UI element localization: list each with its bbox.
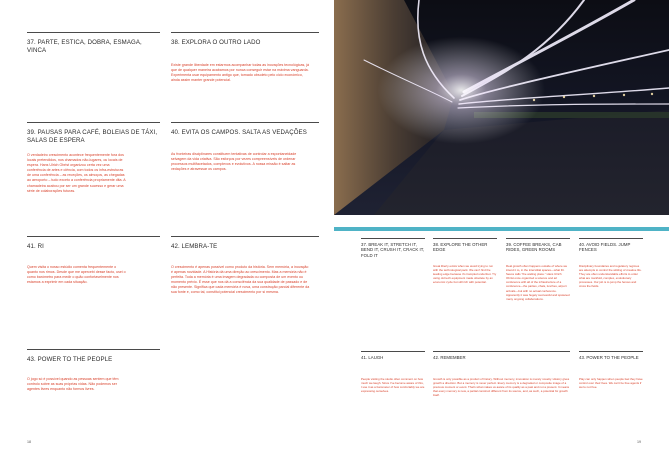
rule-43 xyxy=(27,349,160,350)
page-number-left: 18 xyxy=(27,440,31,444)
rule-38 xyxy=(171,32,319,33)
col-40-title: 40. AVOID FIELDS. JUMP FENCES xyxy=(579,242,631,253)
section-41-title: 41. RI xyxy=(27,243,44,250)
rule-r40 xyxy=(579,238,643,239)
section-42-title: 42. LEMBRA-TE xyxy=(171,243,218,250)
col-37-title: 37. BREAK IT, STRETCH IT, BEND IT, CRUSH IT, CRACK IT, FOLD IT xyxy=(361,242,425,258)
rule-r41 xyxy=(361,351,425,352)
rule-42 xyxy=(171,236,319,237)
col-42-body: Growth is only possible as a product of history. Without memory, innovation is merely novelty. History gives growth a direction. But a memory is never perfect. Every memory is a degraded or composite image of a previous moment or event. That's what makes us aware of its quality as a past and not a present. It means that every memory is new, a partial construct different from its source, and, as such, a potential for growth itself. xyxy=(433,377,570,398)
col-38-title: 38. EXPLORE THE OTHER EDGE xyxy=(433,242,488,253)
col-42-title: 42. REMEMBER xyxy=(433,355,466,360)
rule-40 xyxy=(171,122,319,123)
section-42-body: O crescimento é apenas possível como produto da história. Sem memória, a inovação é apenas novidade. A História dá uma direção ao crescimento. Mas a memória não é perfeita. Toda a memória é uma imagem degradada ou composta de um evento ou momento prévio. É esse que nos dá a consciência da sua qualidade de passado e de não presente. Significa que cada memória é nova, uma construção parcial diferente da sua fonte e, como tal, constitui potencial crescimento por si mesma. xyxy=(171,265,310,295)
section-39-title: 39. PAUSAS PARA CAFÉ, BOLEIAS DE TÁXI, SALAS DE ESPERA xyxy=(27,129,158,144)
section-43-body: O jogo só é possível quando as pessoas sentem que têm controlo sobre as suas próprias vidas. Não podemos ser agentes livres enquanto não formos livres. xyxy=(27,377,119,392)
rule-r39 xyxy=(506,238,570,239)
section-37-title: 37. PARTE, ESTICA, DOBRA, ESMAGA, VINCA xyxy=(27,39,142,54)
rule-r42 xyxy=(433,351,570,352)
rule-41 xyxy=(27,236,160,237)
col-40-body: Disciplinary boundaries and regulatory regimes are attempts to control the wilding of creative life. They are often understandable efforts to order what are manifold, complex, evolutionary processes. Our job is to jump the fences and cross the fields. xyxy=(579,264,642,289)
section-38-body: Existe grande liberdade em estarmos acompanhar todas as inovações tecnológicas, já que de qualquer maneira acabamos por nunca conseguir estar na máxima vanguarda. Experimenta usar equipamento antigo que, tornado obsoleto pelo ciclo económico, ainda assim manter grande potencial. xyxy=(171,63,310,83)
col-38-body: Great liberty exists when we avoid trying to run with the technological pack. We can't find the leading edge because it's trampled underfoot. Try using old tech equipment made obsolete by an economic cycle but still rich with potential. xyxy=(433,264,497,285)
col-41-title: 41. LAUGH xyxy=(361,355,384,360)
col-39-title: 39. COFFEE BREAKS, CAB RIDES, GREEN ROOMS xyxy=(506,242,562,253)
rule-39 xyxy=(27,122,160,123)
rule-37 xyxy=(27,32,160,33)
rule-r37 xyxy=(361,238,425,239)
teal-accent-bar xyxy=(334,227,669,231)
section-41-body: Quem visita o nosso estúdio comenta frequentemente o quanto nos rimos. Desde que me apercebi desse facto, usei o como barómetro para medir o quão confortavelmente nos estamos a exprimir em cada situação. xyxy=(27,265,126,285)
section-39-body: O verdadeiro crescimento acontece frequentemente fora dos locais pretendidos, nos chamados não-lugares, ou locais de espera. Hans Ulrich Obrist organizou certa vez uma conferência de artes e ciência, com todos os infra-estruturas de uma conferência – as receções, os almoços, as chegadas ao aeroporto – tudo exceto a conferência propriamente dita. A chamadeira acabou por ser um grande sucesso e gerar uma série de colaborações futuras. xyxy=(27,153,126,193)
col-43-title: 43. POWER TO THE PEOPLE xyxy=(579,355,639,360)
section-40-body: As fronteiras disciplinares constituem tentativas de controlar a espontaneidade selvagem da vida criativa. São esforços por vezes compreensíveis de ordenar processos multifacetados, complexos e evolutivos. A nossa missão é saltar as vedações e atravessar os campos. xyxy=(171,152,297,172)
page-number-right: 19 xyxy=(637,440,641,444)
col-41-body: People visiting the studio often comment on how much we laugh. Since I've become aware of this, I use it as a barometer of how comfortably we are expressing ourselves. xyxy=(361,377,425,394)
section-43-title: 43. POWER TO THE PEOPLE xyxy=(27,356,113,363)
night-road-photo xyxy=(334,0,669,215)
section-38-title: 38. EXPLORA O OUTRO LADO xyxy=(171,39,261,46)
col-39-body: Real growth often happens outside of where we intend it to, in the interstitial spaces—what Dr. Seuss calls "the waiting place." Hans Ulrich Obrist once organized a science and art conference with all of the infrastructure of a conference—the parties, chats, lunches, airport arrivals—but with no actual conference. Apparently it was hugely successful and spawned many ongoing collaborations. xyxy=(506,264,570,301)
rule-r43 xyxy=(579,351,643,352)
rule-r38 xyxy=(433,238,497,239)
section-40-title: 40. EVITA OS CAMPOS. SALTA AS VEDAÇÕES xyxy=(171,129,307,136)
col-43-body: Play can only happen when people feel they have control over their lives. We can't be free agents if we're not free. xyxy=(579,377,643,390)
